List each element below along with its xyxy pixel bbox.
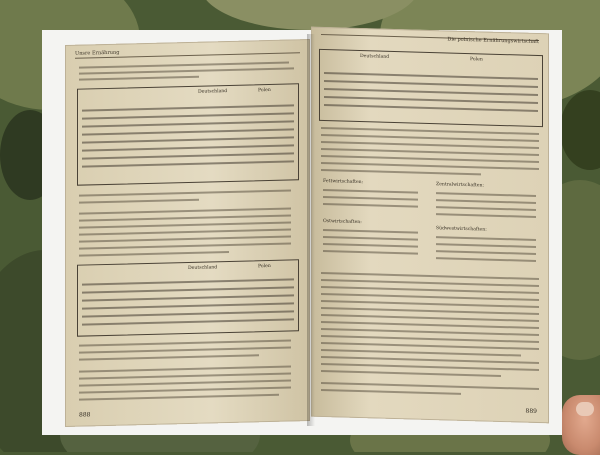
book-gutter — [307, 34, 315, 426]
right-page — [311, 27, 549, 424]
left-table-2: Deutschland Polen — [77, 259, 299, 336]
left-running-head: Unsre Ernährung — [75, 45, 300, 58]
left-page-number: 888 — [79, 411, 91, 419]
left-page — [65, 39, 310, 427]
section-suedwest: Südwestwirtschaften: — [436, 226, 487, 233]
right-running-head: Die polnische Ernährungswirtschaft — [321, 33, 539, 41]
section-ost: Ostwirtschaften: — [323, 219, 362, 226]
right-table: Deutschland Polen — [319, 49, 543, 127]
section-zentral: Zentralwirtschaften: — [436, 182, 484, 189]
left-table-1: Deutschland Polen — [77, 83, 299, 185]
thumbnail-nail — [576, 402, 594, 416]
right-page-number: 889 — [525, 407, 537, 415]
section-fett: Fettwirtschaften: — [323, 179, 364, 186]
open-book — [45, 20, 565, 435]
